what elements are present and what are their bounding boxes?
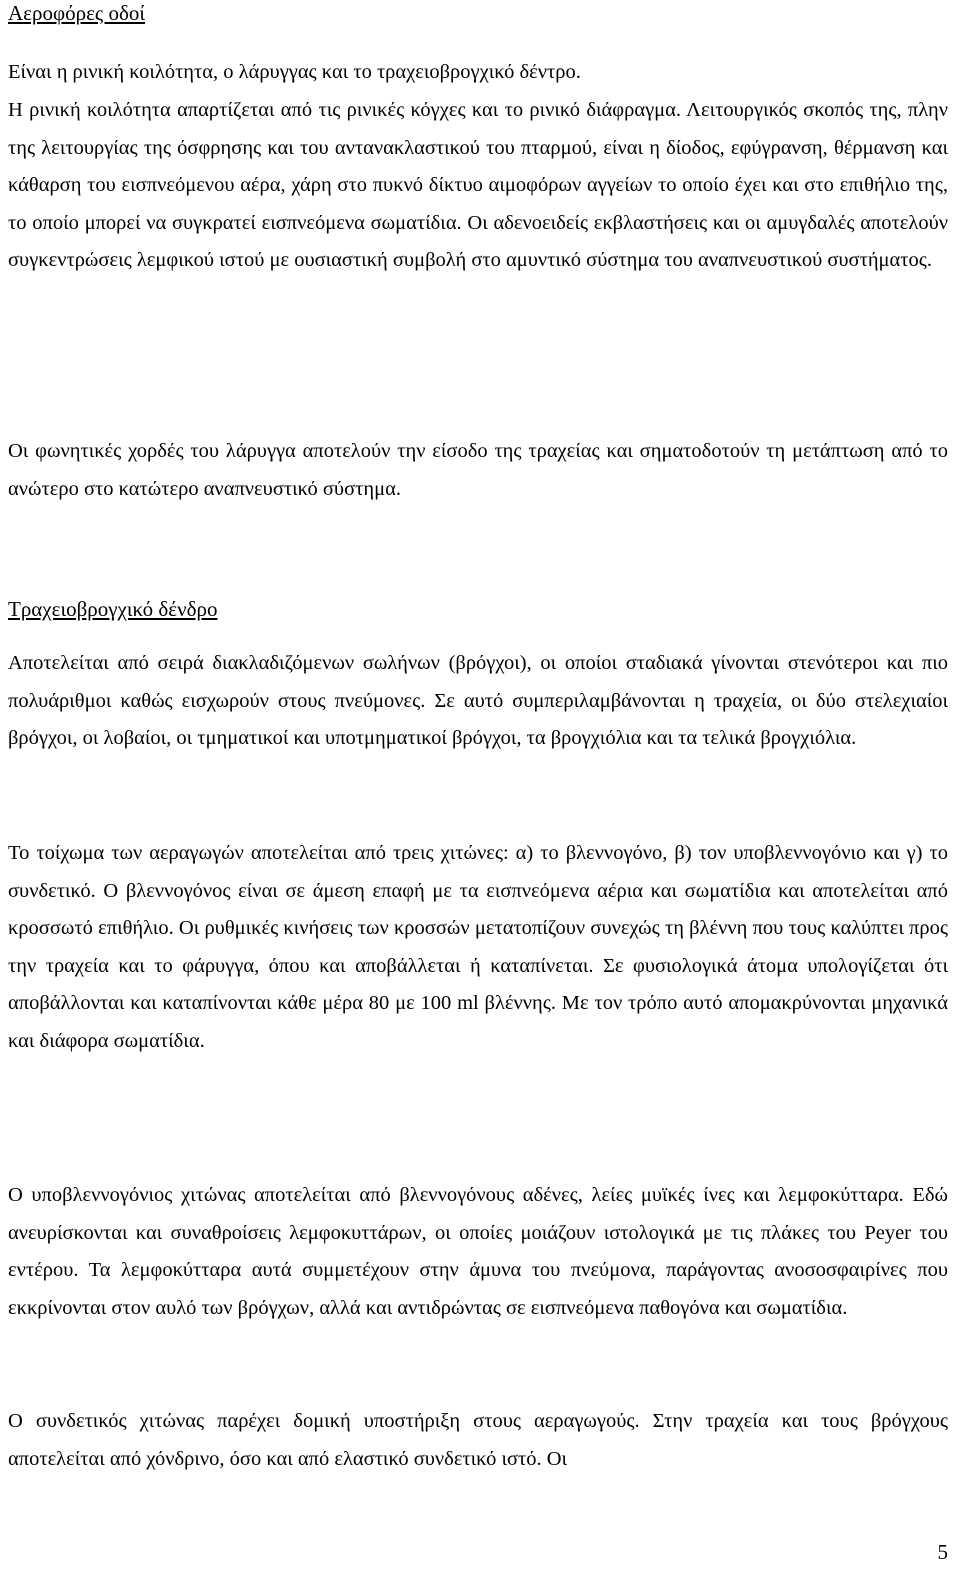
heading-tracheobronchial-tree: Τραχειοβρογχικό δένδρο: [8, 597, 218, 621]
page-number: 5: [937, 1540, 948, 1564]
heading-airways: Αεροφόρες οδοί: [8, 1, 145, 25]
paragraph-tracheobronchial-structure: Αποτελείται από σειρά διακλαδιζόμενων σωλήνων (βρόγχοι), οι οποίοι σταδιακά γίνονται στενότεροι και πιο πολυάριθμοι καθώς εισχωρούν στους πνεύμονες. Σε αυτό συμπεριλαμβάνονται η τραχεία, οι δύο στελεχιαίοι βρόγχοι, οι λοβαίοι, οι τμηματικοί και υποτμηματικοί βρόγχοι, τα βρογχιόλια και τα τελικά βρογχιόλια.: [8, 652, 948, 750]
paragraph-submucosa: Ο υποβλεννογόνιος χιτώνας αποτελείται από βλεννογόνους αδένες, λείες μυϊκές ίνες και λεμφοκύτταρα. Εδώ ανευρίσκονται και συναθροίσεις λεμφοκυττάρων, οι οποίες μοιάζουν ιστολογικά με τις πλάκες του Peyer του εντέρου. Τα λεμφοκύτταρα αυτά συμμετέχουν στην άμυνα του πνεύμονα, παράγοντας ανοσοσφαιρίνες που εκκρίνονται στον αυλό των βρόγχων, αλλά και αντιδρώντας σε εισπνεόμενα παθογόνα και σωματίδια.: [8, 1184, 948, 1319]
paragraph-nasal-cavity: Η ρινική κοιλότητα απαρτίζεται από τις ρινικές κόγχες και το ρινικό διάφραγμα. Λειτουργικός σκοπός της, πλην της λειτουργίας της όσφρησης και του αντανακλαστικού του πταρμού, είναι η δίοδος, εφύγρανση, θέρμανση και κάθαρση του εισπνεόμενου αέρα, χάρη στο πυκνό δίκτυο αιμοφόρων αγγείων το οποίο έχει και στο επιθήλιο της, το οποίο μπορεί να συγκρατεί εισπνεόμενα σωματίδια. Οι αδενοειδείς εκβλαστήσεις και οι αμυγδαλές αποτελούν συγκεντρώσεις λεμφικού ιστού με ουσιαστική συμβολή στο αμυντικό σύστημα του αναπνευστικού συστήματος.: [8, 99, 948, 272]
paragraph-connective-layer: Ο συνδετικός χιτώνας παρέχει δομική υποστήριξη στους αεραγωγούς. Στην τραχεία και τους βρόγχους αποτελείται από χόνδρινο, όσο και από ελαστικό συνδετικό ιστό. Οι: [8, 1410, 948, 1470]
paragraph-airways-intro: Είναι η ρινική κοιλότητα, ο λάρυγγας και το τραχειοβρογχικό δέντρο.: [8, 61, 581, 83]
paragraph-vocal-cords: Οι φωνητικές χορδές του λάρυγγα αποτελούν την είσοδο της τραχείας και σηματοδοτούν τη μετάπτωση από το ανώτερο στο κατώτερο αναπνευστικό σύστημα.: [8, 440, 948, 500]
paragraph-airway-wall: Το τοίχωμα των αεραγωγών αποτελείται από τρεις χιτώνες: α) το βλεννογόνο, β) τον υποβλεννογόνιο και γ) το συνδετικό. Ο βλεννογόνος είναι σε άμεση επαφή με τα εισπνεόμενα αέρια και σωματίδια και αποτελείται από κροσσωτό επιθήλιο. Οι ρυθμικές κινήσεις των κροσσών μετατοπίζουν συνεχώς τη βλέννη που τους καλύπτει προς την τραχεία και το φάρυγγα, όπου και αποβάλλεται ή καταπίνεται. Σε φυσιολογικά άτομα υπολογίζεται ότι αποβάλλονται και καταπίνονται κάθε μέρα 80 με 100 ml βλέννης. Με τον τρόπο αυτό απομακρύνονται μηχανικά και διάφορα σωματίδια.: [8, 842, 948, 1052]
